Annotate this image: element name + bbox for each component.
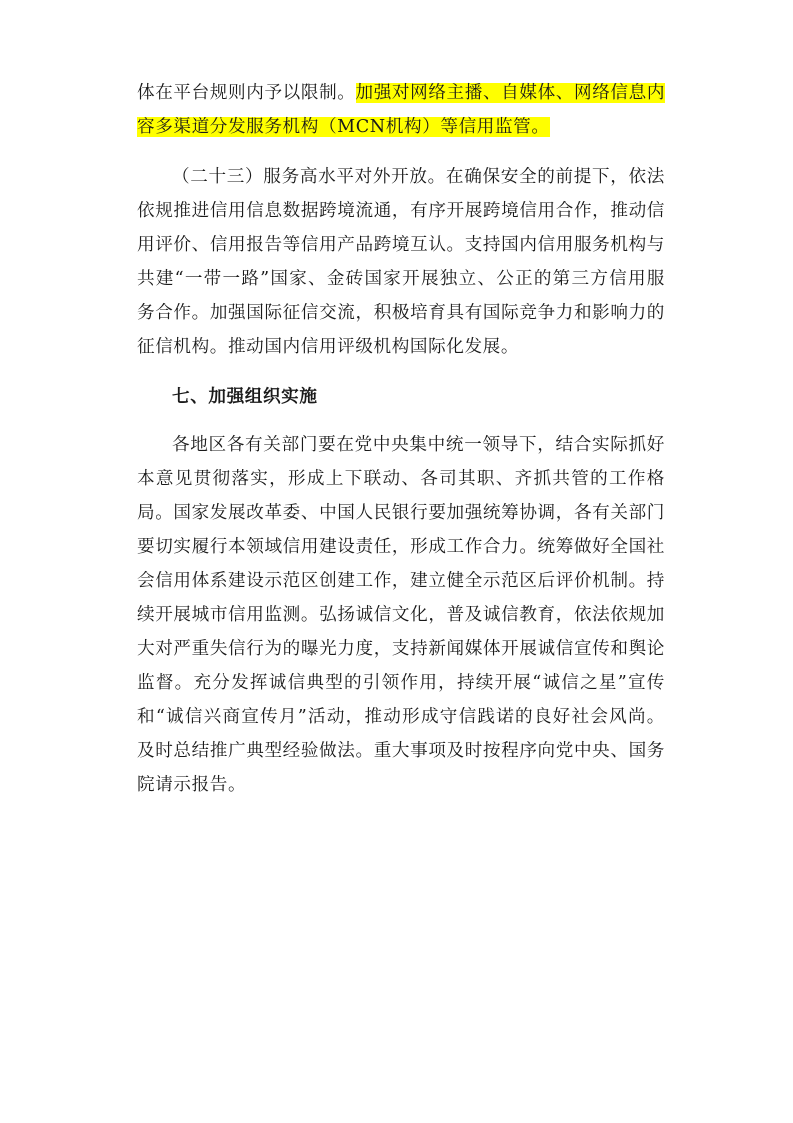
paragraph-plain-text: 体在平台规则内予以限制。 bbox=[137, 83, 356, 103]
paragraph-international-openness: （二十三）服务高水平对外开放。在确保安全的前提下，依法依规推进信用信息数据跨境流通，有序开展跨境信用合作，推动信用评价、信用报告等信用产品跨境互认。支持国内信用服务机构与共建“一带一路”国家、金砖国家开展独立、公正的第三方信用服务合作。加强国际征信交流，积极培育具有国际竞争力和影响力的征信机构。推动国内信用评级机构国际化发展。 bbox=[137, 167, 665, 357]
paragraph-continuation bbox=[137, 76, 665, 144]
highlighted-text: 加强对网络主播、自媒体、网络信息内容多渠道分发服务机构（MCN机构）等信用监管。 bbox=[137, 83, 666, 137]
section-heading: 七、加强组织实施 bbox=[172, 386, 318, 407]
paragraph-organization-implementation: 各地区各有关部门要在党中央集中统一领导下，结合实际抓好本意见贯彻落实，形成上下联动、各司其职、齐抓共管的工作格局。国家发展改革委、中国人民银行要加强统筹协调，各有关部门要切实履行本领域信用建设责任，形成工作合力。统筹做好全国社会信用体系建设示范区创建工作，建立健全示范区后评价机制。持续开展城市信用监测。弘扬诚信文化，普及诚信教育，依法依规加大对严重失信行为的曝光力度，支持新闻媒体开展诚信宣传和舆论监督。充分发挥诚信典型的引领作用，持续开展“诚信之星”宣传和“诚信兴商宣传月”活动，推动形成守信践诺的良好社会风尚。及时总结推广典型经验做法。重大事项及时按程序向党中央、国务院请示报告。 bbox=[137, 435, 665, 795]
